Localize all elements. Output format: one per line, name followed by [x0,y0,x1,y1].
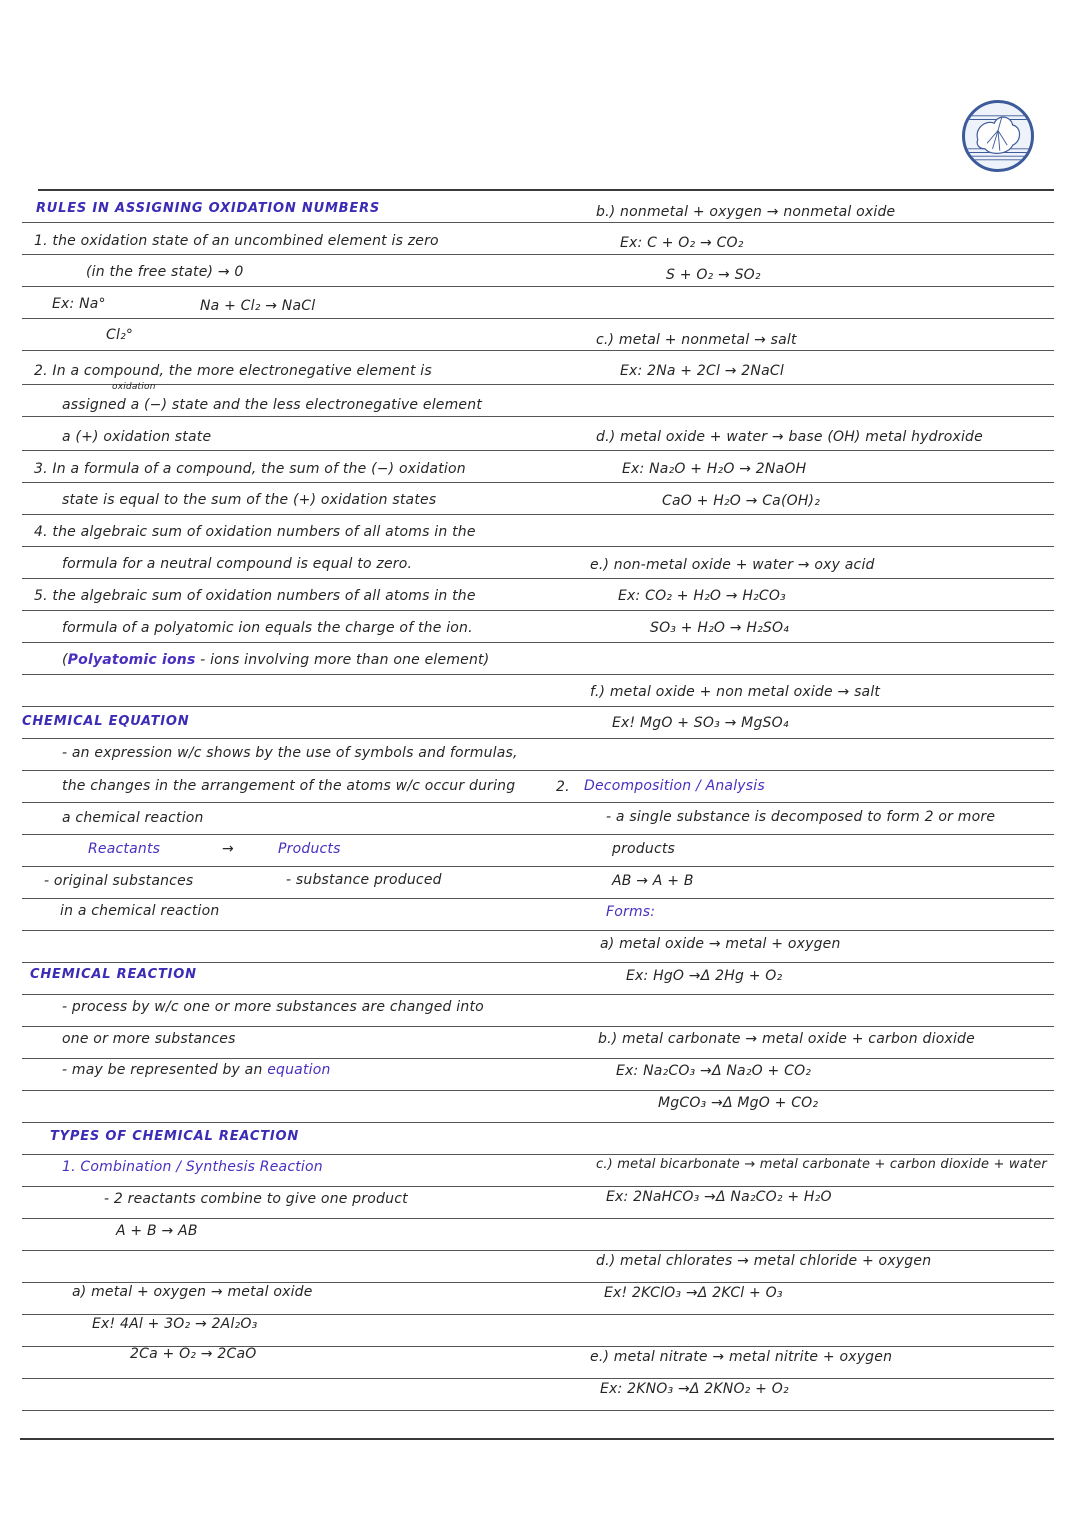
reactants-desc-b: in a chemical reaction [60,903,220,919]
decomposition-b-example-2: MgCO₃ →Δ MgO + CO₂ [658,1095,819,1111]
ruled-line [22,770,1054,771]
ruled-line [22,384,1054,385]
combination-e-title: e.) non-metal oxide + water → oxy acid [590,557,875,573]
reactants-desc-a: - original substances [44,873,194,889]
combination-d-example-1: Ex: Na₂O + H₂O → 2NaOH [622,461,807,477]
ruled-line [22,994,1054,995]
equation-def-b: the changes in the arrangement of the atoms w/c occur during [62,778,516,794]
rule-1-example-label: Ex: Na° [52,296,106,312]
rule-4-line-b: formula for a neutral compound is equal to zero. [62,556,413,572]
ruled-line [22,1218,1054,1219]
forms-label: Forms: [606,904,656,920]
ruled-line [22,1186,1054,1187]
combination-a-example-2: 2Ca + O₂ → 2CaO [130,1346,257,1362]
ruled-line [22,1058,1054,1059]
decomposition-a-title: a) metal oxide → metal + oxygen [600,936,841,952]
ruled-line [22,350,1054,351]
rule-1-example-equation: Na + Cl₂ → NaCl [200,298,316,314]
decomposition-desc-b: products [612,841,676,857]
rule-1-line-b: (in the free state) → 0 [86,264,244,280]
decomposition-general: AB → A + B [612,873,694,889]
ruled-line [22,834,1054,835]
ruled-line [22,546,1054,547]
page-top-border [38,189,1054,191]
reaction-def-b: one or more substances [62,1031,236,1047]
combination-general: A + B → AB [116,1223,198,1239]
decomposition-number: 2. [556,779,570,795]
ruled-line [22,802,1054,803]
decomposition-e-title: e.) metal nitrate → metal nitrite + oxygen [590,1349,893,1365]
ruled-line [22,642,1054,643]
ruled-line [22,1410,1054,1411]
combination-c-example: Ex: 2Na + 2Cl → 2NaCl [620,363,784,379]
combination-title: 1. Combination / Synthesis Reaction [62,1159,323,1175]
chemical-equation-heading: CHEMICAL EQUATION [22,714,190,729]
rule-2-note: oxidation [112,382,156,392]
rule-5-line-a: 5. the algebraic sum of oxidation numbers of all atoms in the [34,588,476,604]
products-desc: - substance produced [286,872,442,888]
decomposition-e-example: Ex: 2KNO₃ →Δ 2KNO₂ + O₂ [600,1381,789,1397]
combination-d-example-2: CaO + H₂O → Ca(OH)₂ [662,493,821,509]
reactants-label: Reactants [88,841,161,857]
combination-f-example: Ex! MgO + SO₃ → MgSO₄ [612,715,789,731]
ruled-line [22,482,1054,483]
ruled-line [22,866,1054,867]
products-label: Products [278,841,341,857]
ruled-line [22,1378,1054,1379]
reaction-def-a: - process by w/c one or more substances are changed into [62,999,484,1015]
ruled-line [22,222,1054,223]
decomposition-d-title: d.) metal chlorates → metal chloride + oxygen [596,1253,932,1269]
ruled-line [22,254,1054,255]
ruled-line [22,1090,1054,1091]
arrow: → [222,841,234,857]
ruled-line [22,706,1054,707]
rule-3-line-a: 3. In a formula of a compound, the sum of the (−) oxidation [34,461,466,477]
rule-1-line-a: 1. the oxidation state of an uncombined element is zero [34,233,439,249]
equation-term: equation [267,1062,331,1078]
rule-3-line-b: state is equal to the sum of the (+) oxidation states [62,492,437,508]
rule-2-line-a: 2. In a compound, the more electronegative element is [34,363,432,379]
rules-heading: RULES IN ASSIGNING OXIDATION NUMBERS [36,201,381,216]
ruled-line [22,514,1054,515]
combination-a-example-1: Ex! 4Al + 3O₂ → 2Al₂O₃ [92,1316,258,1332]
ruled-line [22,450,1054,451]
ruled-line [22,610,1054,611]
polyatomic-ions-definition: - ions involving more than one element) [195,652,490,668]
combination-c-title: c.) metal + nonmetal → salt [596,332,797,348]
decomposition-b-title: b.) metal carbonate → metal oxide + carbon dioxide [598,1031,975,1047]
equation-def-a: - an expression w/c shows by the use of symbols and formulas, [62,745,518,761]
combination-d-title: d.) metal oxide + water → base (OH) metal hydroxide [596,429,983,445]
ruled-line [22,1250,1054,1251]
chemical-reaction-heading: CHEMICAL REACTION [30,967,197,982]
combination-desc: - 2 reactants combine to give one product [104,1191,408,1207]
rule-2-line-c: a (+) oxidation state [62,429,212,445]
polyatomic-ions-term: Polyatomic ions [67,652,196,668]
page-bottom-border [20,1438,1054,1440]
ruled-line [22,738,1054,739]
ruled-line [22,318,1054,319]
reaction-def-c [62,1061,331,1079]
decomposition-c-example: Ex: 2NaHCO₃ →Δ Na₂CO₂ + H₂O [606,1189,832,1205]
combination-f-title: f.) metal oxide + non metal oxide → salt [590,684,881,700]
equation-def-c: a chemical reaction [62,810,204,826]
decomposition-c-title: c.) metal bicarbonate → metal carbonate + carbon dioxide + water [596,1157,1047,1172]
decomposition-b-example-1: Ex: Na₂CO₃ →Δ Na₂O + CO₂ [616,1063,812,1079]
decomposition-desc-a: - a single substance is decomposed to form 2 or more [606,809,996,825]
ruled-line [22,1026,1054,1027]
types-heading: TYPES OF CHEMICAL REACTION [50,1129,300,1144]
ruled-line [22,286,1054,287]
rule-2-line-b: assigned a (−) state and the less electronegative element [62,397,483,413]
rule-5-line-b: formula of a polyatomic ion equals the charge of the ion. [62,620,473,636]
ruled-line [22,416,1054,417]
reaction-def-c-text: - may be represented by an [62,1062,268,1078]
rule-4-line-a: 4. the algebraic sum of oxidation numbers of all atoms in the [34,524,476,540]
ruled-line [22,1154,1054,1155]
combination-e-example-1: Ex: CO₂ + H₂O → H₂CO₃ [618,588,786,604]
decomposition-a-example: Ex: HgO →Δ 2Hg + O₂ [626,968,783,984]
combination-b-example-1: Ex: C + O₂ → CO₂ [620,235,744,251]
rule-5-line-c [62,651,489,669]
ruled-line [22,674,1054,675]
combination-e-example-2: SO₃ + H₂O → H₂SO₄ [650,620,789,636]
flower-emblem-icon [962,100,1034,172]
combination-a-title: a) metal + oxygen → metal oxide [72,1284,313,1300]
ruled-line [22,578,1054,579]
paren: ( [62,652,68,668]
ruled-line [22,930,1054,931]
combination-b-example-2: S + O₂ → SO₂ [666,267,761,283]
ruled-line [22,898,1054,899]
decomposition-title: Decomposition / Analysis [584,778,765,794]
ruled-line [22,1122,1054,1123]
ruled-line [22,962,1054,963]
rule-1-example-2: Cl₂° [106,327,134,343]
decomposition-d-example: Ex! 2KClO₃ →Δ 2KCl + O₃ [604,1285,783,1301]
combination-b-title: b.) nonmetal + oxygen → nonmetal oxide [596,204,896,220]
